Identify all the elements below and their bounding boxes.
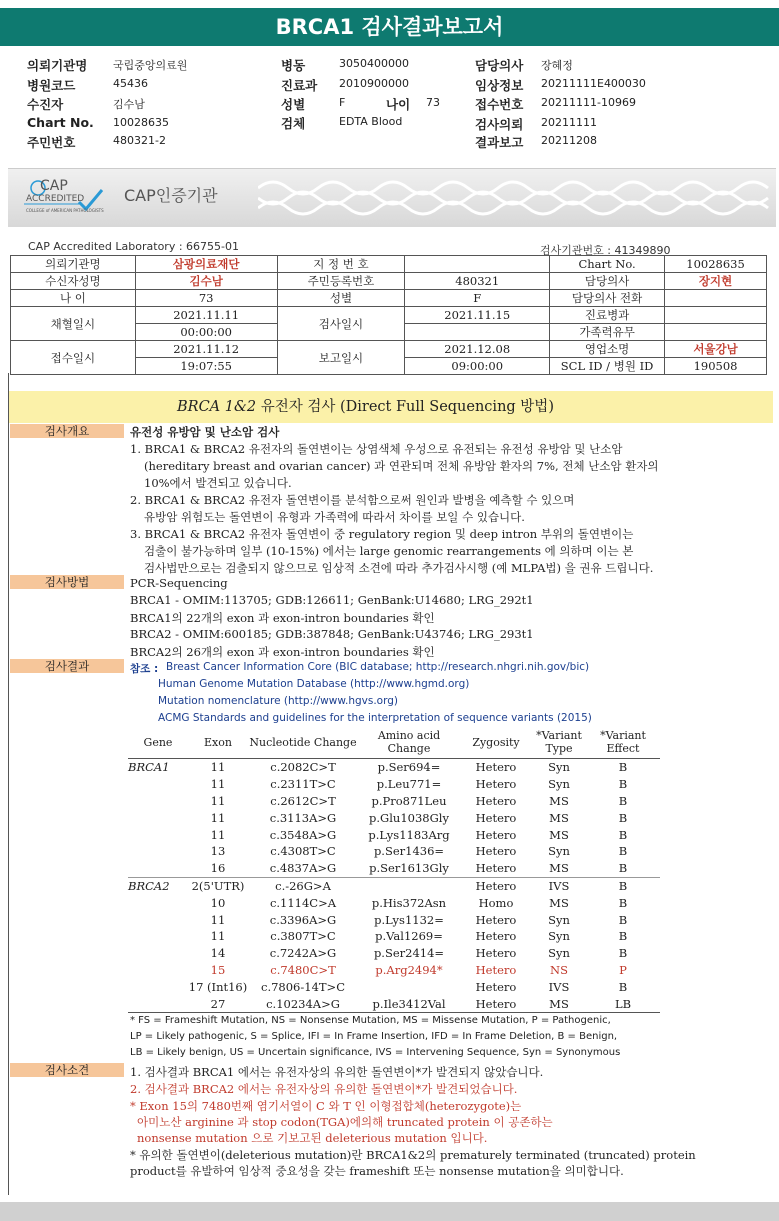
header-value: 20211111E400030 (541, 77, 646, 90)
table-cell: p.Lys1183Arg (368, 827, 450, 842)
overview-line: 검출이 불가능하며 일부 (10-15%) 에서는 large genomic rearrangements 에 의하며 이는 본 (144, 544, 634, 558)
table-cell: B (618, 912, 628, 927)
table-cell: B (618, 827, 628, 842)
table-cell (128, 945, 188, 962)
info-value: 09:00:00 (405, 358, 550, 375)
table-cell: P (619, 962, 627, 977)
header-label: 담당의사 (475, 58, 524, 73)
header-label: 수진자 (27, 97, 64, 112)
info-value: 190508 (665, 358, 767, 375)
table-cell: p.Leu771= (376, 777, 442, 792)
table-row (128, 995, 660, 1012)
info-label: Chart No. (550, 256, 665, 273)
table-cell: IVS (548, 979, 570, 994)
table-cell: Hetero (475, 810, 517, 825)
reference-line: Breast Cancer Information Core (BIC database; http://research.nhgri.nih.gov/bic) (166, 661, 590, 673)
info-row (11, 307, 767, 324)
table-row (128, 860, 660, 877)
table-cell: c.2311T>C (270, 777, 336, 792)
header-value: 20211208 (541, 134, 597, 147)
table-cell: c.7242A>G (269, 946, 337, 961)
conclusion-line: 1. 검사결과 BRCA1 에서는 유전자상의 유의한 돌연변이*가 발견되지 않았습니다. (130, 1065, 544, 1079)
cap-logo-sub: COLLEGE of AMERICAN PATHOLOGISTS (26, 208, 104, 213)
header-value: 73 (426, 96, 440, 109)
table-cell: B (618, 777, 628, 792)
table-cell: 11 (210, 777, 226, 792)
table-cell: p.Pro871Leu (371, 793, 447, 808)
table-cell: B (618, 760, 628, 775)
info-value: 2021.11.11 (135, 307, 277, 324)
header-label: 접수번호 (475, 97, 524, 112)
table-cell: c.3807T>C (270, 929, 336, 944)
table-cell: BRCA2 (128, 877, 188, 894)
table-cell: Hetero (475, 912, 517, 927)
test-banner (9, 391, 773, 423)
info-label: 영업소명 (550, 341, 665, 358)
header-label: 검사의뢰 (475, 117, 524, 132)
conclusion-line: * Exon 15의 7480번째 염기서열이 C 와 T 인 이형접합체(heterozygote)는 (130, 1099, 522, 1113)
table-cell: Hetero (475, 929, 517, 944)
table-cell: MS (549, 895, 569, 910)
overview-line: 10%에서 발견되고 있습니다. (144, 476, 292, 490)
table-cell: 17 (Int16) (188, 979, 248, 994)
table-cell: Syn (548, 946, 570, 961)
conclusion-line: 2. 검사결과 BRCA2 에서는 유전자상의 유의한 돌연변이*가 발견되었습니다. (130, 1082, 518, 1096)
header-value: F (339, 96, 346, 109)
info-value (665, 290, 767, 307)
col-header: Gene (128, 726, 188, 759)
table-cell: p.Ile3412Val (358, 995, 460, 1012)
table-cell: Hetero (475, 979, 517, 994)
info-value: 10028635 (665, 256, 767, 273)
table-cell: B (618, 946, 628, 961)
table-cell: MS (549, 861, 569, 876)
info-label: 담당의사 (550, 273, 665, 290)
table-row (128, 945, 660, 962)
table-cell (128, 928, 188, 945)
info-value: 480321 (405, 273, 550, 290)
table-cell (128, 962, 188, 979)
table-cell: 15 (210, 962, 226, 977)
section-head-method: 검사방법 (10, 575, 124, 589)
method-line: PCR-Sequencing (130, 576, 228, 590)
table-cell: Hetero (475, 793, 517, 808)
cap-band (8, 168, 776, 227)
table-cell: B (586, 877, 660, 894)
table-row (128, 962, 660, 979)
table-cell: p.Ser1613Gly (369, 861, 449, 876)
table-row (128, 928, 660, 945)
table-row (128, 776, 660, 793)
table-cell (128, 995, 188, 1012)
table-cell: LB (586, 995, 660, 1012)
reference-label: 참조 : (130, 663, 159, 675)
info-label: 나 이 (11, 290, 136, 307)
reference-line: Mutation nomenclature (http://www.hgvs.org) (158, 695, 398, 707)
table-cell: 16 (210, 861, 226, 876)
col-header: Amino acid Change (358, 726, 460, 759)
table-cell (358, 877, 460, 894)
table-cell: p.Glu1038Gly (369, 810, 449, 825)
reference-line: ACMG Standards and guidelines for the interpretation of sequence variants (2015) (158, 712, 592, 724)
table-cell: Hetero (475, 827, 517, 842)
legend-line: LB = Likely benign, US = Uncertain significance, IVS = Intervening Sequence, Syn = Synonymous (130, 1047, 621, 1058)
table-cell: Hetero (460, 877, 532, 894)
table-cell: MS (549, 810, 569, 825)
table-cell: c.3396A>G (269, 912, 337, 927)
method-line: BRCA1 - OMIM:113705; GDB:126611; GenBank:U14680; LRG_292t1 (130, 593, 534, 607)
header-value: 장혜정 (541, 59, 573, 72)
table-cell: 11 (210, 793, 226, 808)
banner-genes: BRCA 1&2 (177, 399, 257, 415)
table-cell: 11 (210, 827, 226, 842)
header-label: 진료과 (281, 78, 318, 93)
table-cell: 10 (210, 895, 226, 910)
table-cell: c.-26G>A (248, 877, 358, 894)
table-cell: B (618, 861, 628, 876)
overview-title: 유전성 유방암 및 난소암 검사 (130, 425, 280, 439)
table-cell: p.Ser2414= (373, 946, 445, 961)
table-row (128, 877, 660, 894)
table-cell: 11 (210, 760, 226, 775)
info-label: 보고일시 (277, 341, 405, 375)
table-cell: 11 (210, 929, 226, 944)
table-cell (128, 894, 188, 911)
header-value: 20211111 (541, 116, 597, 129)
header-value: 45436 (113, 77, 148, 90)
header-label: 성별 (281, 97, 306, 112)
info-label: 성별 (277, 290, 405, 307)
table-cell: c.4837A>G (269, 861, 337, 876)
table-cell: Hetero (460, 995, 532, 1012)
table-cell (128, 978, 188, 995)
header-value: 20211111-10969 (541, 96, 636, 109)
cap-label: CAP인증기관 (124, 186, 218, 205)
header-value: 3050400000 (339, 57, 409, 70)
table-cell (128, 793, 188, 810)
header-label: 병원코드 (27, 78, 76, 93)
overview-line: 2. BRCA1 & BRCA2 유전자 돌연변이를 분석함으로써 원인과 발병을 예측할 수 있으며 (130, 493, 575, 507)
info-label: 검사일시 (277, 307, 405, 341)
footer-band (0, 1202, 779, 1221)
table-cell: B (618, 979, 628, 994)
col-header: *Variant Effect (586, 726, 660, 759)
header-label: 검체 (281, 116, 306, 131)
info-row (11, 256, 767, 273)
info-label: 담당의사 전화 (550, 290, 665, 307)
table-row (128, 809, 660, 826)
section-head-result: 검사결과 (10, 659, 124, 673)
table-cell: Homo (478, 895, 514, 910)
table-cell: p.Ser694= (377, 760, 441, 775)
table-cell: Hetero (475, 844, 517, 859)
table-cell: MS (549, 793, 569, 808)
info-value: 2021.11.12 (135, 341, 277, 358)
table-cell: c.2082C>T (270, 760, 336, 775)
table-cell: Syn (548, 777, 570, 792)
overview-line: 검사법만으로는 검출되지 않으므로 임상적 소견에 따라 추가검사시행 (예 MLPA법) 을 권유 드립니다. (144, 561, 654, 575)
table-cell: B (618, 810, 628, 825)
conclusion-line: product를 유발하여 임상적 중요성을 갖는 frameshift 또는 nonsense mutation을 의미합니다. (130, 1164, 624, 1178)
legend-line: * FS = Frameshift Mutation, NS = Nonsense Mutation, MS = Missense Mutation, P = Pathogenic, (130, 1015, 611, 1026)
cap-logo-accredited: ACCREDITED (26, 194, 85, 204)
info-value: 2021.12.08 (405, 341, 550, 358)
table-cell: B (618, 895, 628, 910)
cap-logo-text: CAP (40, 178, 68, 194)
header-label: 주민번호 (27, 135, 76, 150)
table-row (128, 843, 660, 860)
table-cell (128, 911, 188, 928)
overview-line: 1. BRCA1 & BRCA2 유전자의 돌연변이는 상염색체 우성으로 유전되는 유전성 유방암 및 난소암 (130, 442, 623, 456)
lab-number: CAP Accredited Laboratory : 66755-01 (28, 240, 239, 253)
table-cell: p.Ser1436= (373, 844, 445, 859)
table-cell: 2(5'UTR) (188, 877, 248, 894)
table-cell: 27 (188, 995, 248, 1012)
table-cell: MS (549, 827, 569, 842)
table-cell: c.7480C>T (270, 962, 336, 977)
table-cell: Hetero (475, 760, 517, 775)
overview-line: 3. BRCA1 & BRCA2 유전자 돌연변이 중 regulatory region 및 deep intron 부위의 돌연변이는 (130, 527, 634, 541)
table-cell: NS (550, 962, 568, 977)
info-row (11, 273, 767, 290)
table-cell (128, 776, 188, 793)
table-cell: p.Val1269= (375, 929, 443, 944)
col-header: Nucleotide Change (248, 726, 358, 759)
table-cell: B (618, 793, 628, 808)
table-cell: p.Arg2494* (375, 962, 443, 977)
info-value: 19:07:55 (135, 358, 277, 375)
table-cell (358, 978, 460, 995)
table-row (128, 826, 660, 843)
table-cell: B (618, 844, 628, 859)
header-value: EDTA Blood (339, 115, 403, 128)
info-label: 주민등록번호 (277, 273, 405, 290)
table-row (128, 978, 660, 995)
info-label: 진료병과 (550, 307, 665, 324)
table-cell: Syn (548, 760, 570, 775)
table-cell: p.Lys1132= (374, 912, 444, 927)
section-head-overview: 검사개요 (10, 424, 124, 438)
header-label: 임상정보 (475, 78, 524, 93)
info-value: 김수남 (135, 273, 277, 290)
info-label: SCL ID / 병원 ID (550, 358, 665, 375)
table-cell: p.His372Asn (371, 895, 447, 910)
variant-header-row (128, 726, 660, 759)
table-cell: MS (532, 995, 586, 1012)
header-value: 480321-2 (113, 134, 166, 147)
method-line: BRCA1의 22개의 exon 과 exon-intron boundaries 확인 (130, 611, 435, 625)
info-label: 접수일시 (11, 341, 136, 375)
table-row (128, 793, 660, 810)
method-line: BRCA2의 26개의 exon 과 exon-intron boundaries 확인 (130, 645, 435, 659)
table-cell: Syn (548, 912, 570, 927)
table-cell: c.7806-14T>C (261, 979, 345, 994)
table-cell: IVS (532, 877, 586, 894)
table-cell: c.4308T>C (270, 844, 336, 859)
cap-logo (24, 178, 104, 218)
table-cell (128, 809, 188, 826)
decorative-pattern (258, 173, 773, 223)
header-label: 병동 (281, 58, 306, 73)
info-value: 2021.11.15 (405, 307, 550, 324)
table-cell: Syn (548, 844, 570, 859)
header-label: 나이 (386, 97, 411, 112)
info-label: 수신자성명 (11, 273, 136, 290)
info-label: 채혈일시 (11, 307, 136, 341)
table-row (128, 759, 660, 776)
table-cell: c.3113A>G (269, 810, 337, 825)
table-cell: c.2612C>T (270, 793, 336, 808)
table-cell: Hetero (475, 946, 517, 961)
table-cell: 11 (210, 912, 226, 927)
conclusion-line: * 유의한 돌연변이(deleterious mutation)란 BRCA1&2의 prematurely terminated (truncated) protein (130, 1148, 696, 1162)
info-row (11, 290, 767, 307)
col-header: *Variant Type (532, 726, 586, 759)
header-value: 김수남 (113, 98, 145, 111)
table-cell: c.3548A>G (269, 827, 337, 842)
table-cell: Syn (548, 929, 570, 944)
table-cell: 14 (210, 946, 226, 961)
table-cell: Hetero (475, 962, 517, 977)
variant-table (128, 726, 660, 1013)
info-value: 서울강남 (665, 341, 767, 358)
conclusion-line: nonsense mutation 으로 기보고된 deleterious mutation 입니다. (137, 1131, 488, 1145)
table-row (128, 911, 660, 928)
info-value: F (405, 290, 550, 307)
info-label: 지 정 번 호 (277, 256, 405, 273)
info-label: 가족력유무 (550, 324, 665, 341)
table-cell: 13 (210, 844, 226, 859)
header-value: 국립중앙의료원 (113, 59, 188, 72)
header-label: Chart No. (27, 115, 94, 130)
reference-line: Human Genome Mutation Database (http://www.hgmd.org) (158, 678, 470, 690)
info-value: 삼광의료재단 (135, 256, 277, 273)
overview-line: 유방암 위험도는 돌연변이 유형과 가족력에 따라서 차이를 보일 수 있습니다. (144, 510, 525, 524)
table-cell: B (618, 929, 628, 944)
info-value: 00:00:00 (135, 324, 277, 341)
method-line: BRCA2 - OMIM:600185; GDB:387848; GenBank:U43746; LRG_293t1 (130, 627, 534, 641)
header-label: 의뢰기관명 (27, 58, 88, 73)
table-cell: 11 (210, 810, 226, 825)
info-value (405, 256, 550, 273)
table-cell: Hetero (475, 861, 517, 876)
table-row (128, 894, 660, 911)
section-head-conclusion: 검사소견 (10, 1063, 124, 1077)
table-cell: BRCA1 (128, 760, 170, 775)
info-row (11, 341, 767, 358)
banner-mid: 유전자 검사 (256, 399, 340, 415)
table-cell (128, 826, 188, 843)
report-title: BRCA1 검사결과보고서 (0, 8, 779, 46)
table-cell (128, 860, 188, 877)
table-cell: c.10234A>G (248, 995, 358, 1012)
col-header: Zygosity (460, 726, 532, 759)
info-value: 73 (135, 290, 277, 307)
banner-method: (Direct Full Sequencing 방법) (339, 399, 554, 415)
table-cell (128, 843, 188, 860)
header-value: 2010900000 (339, 77, 409, 90)
legend-line: LP = Likely pathogenic, S = Splice, IFI = In Frame Insertion, IFD = In Frame Deletion, B = Benign, (130, 1031, 618, 1042)
institution-number: 검사기관번호 : 41349890 (540, 244, 671, 257)
header-label: 결과보고 (475, 135, 524, 150)
overview-line: (hereditary breast and ovarian cancer) 과 연관되며 전체 유방암 환자의 7%, 전체 난소암 환자의 (144, 459, 659, 473)
patient-info-table (10, 255, 767, 375)
conclusion-line: 아미노산 arginine 과 stop codon(TGA)에의해 truncated protein 이 공존하는 (137, 1115, 553, 1129)
info-value: 장지현 (665, 273, 767, 290)
col-header: Exon (188, 726, 248, 759)
table-cell: c.1114C>A (269, 895, 337, 910)
info-label: 의뢰기관명 (11, 256, 136, 273)
table-cell: Hetero (475, 777, 517, 792)
header-value: 10028635 (113, 116, 169, 129)
header-row (27, 56, 87, 74)
